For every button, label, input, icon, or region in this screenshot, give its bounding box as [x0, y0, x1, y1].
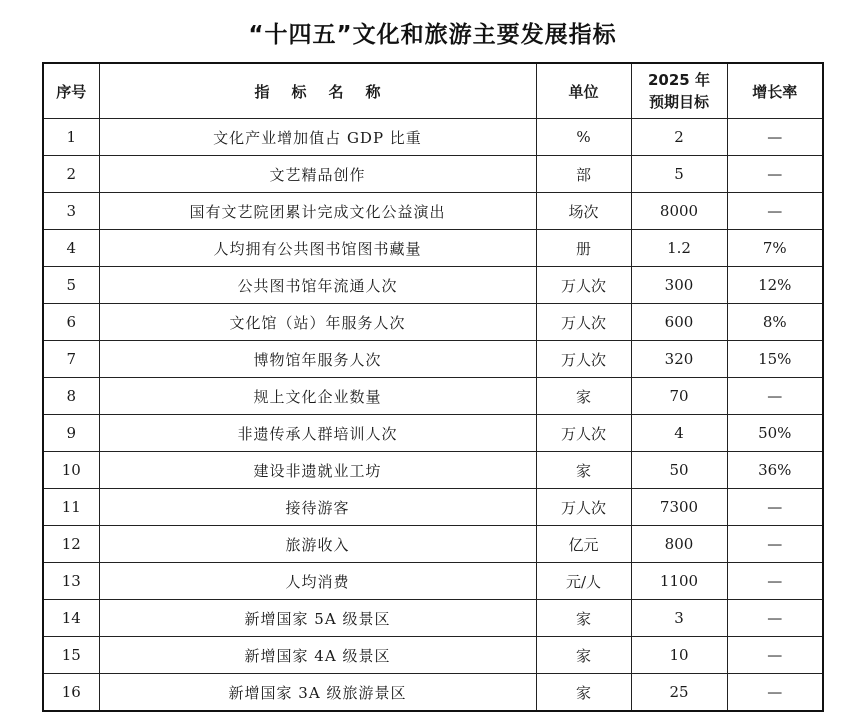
cell-target: 2: [631, 119, 727, 156]
cell-name: 人均拥有公共图书馆图书藏量: [99, 230, 536, 267]
cell-growth: 12%: [727, 267, 823, 304]
cell-unit: 万人次: [536, 304, 631, 341]
cell-name: 文化馆（站）年服务人次: [99, 304, 536, 341]
cell-index: 12: [43, 526, 99, 563]
table-row: [43, 452, 823, 489]
cell-unit: 场次: [536, 193, 631, 230]
cell-unit: 万人次: [536, 341, 631, 378]
table-row: [43, 637, 823, 674]
cell-index: 5: [43, 267, 99, 304]
cell-unit: 万人次: [536, 415, 631, 452]
table-row: [43, 600, 823, 637]
document-title: “十四五”文化和旅游主要发展指标: [248, 22, 617, 48]
cell-name: 接待游客: [99, 489, 536, 526]
cell-name: 公共图书馆年流通人次: [99, 267, 536, 304]
cell-growth: —: [727, 489, 823, 526]
cell-index: 10: [43, 452, 99, 489]
header-target-label: 预期目标: [648, 93, 709, 111]
cell-target: 1100: [631, 563, 727, 600]
cell-target: 800: [631, 526, 727, 563]
cell-growth: 36%: [727, 452, 823, 489]
table-row: [43, 119, 823, 156]
cell-name: 旅游收入: [99, 526, 536, 563]
table-row: [43, 489, 823, 526]
table-row: [43, 267, 823, 304]
cell-growth: —: [727, 674, 823, 712]
header-target-year: 2025 年: [648, 71, 710, 89]
cell-index: 14: [43, 600, 99, 637]
cell-target: 320: [631, 341, 727, 378]
cell-target: 50: [631, 452, 727, 489]
cell-unit: 元/人: [536, 563, 631, 600]
cell-unit: 万人次: [536, 489, 631, 526]
table-body: [43, 119, 823, 712]
cell-growth: —: [727, 119, 823, 156]
cell-target: 600: [631, 304, 727, 341]
cell-name: 新增国家 3A 级旅游景区: [99, 674, 536, 712]
cell-growth: —: [727, 600, 823, 637]
cell-name: 文艺精品创作: [99, 156, 536, 193]
cell-growth: 50%: [727, 415, 823, 452]
cell-growth: —: [727, 193, 823, 230]
cell-unit: %: [536, 119, 631, 156]
cell-index: 7: [43, 341, 99, 378]
table-row: [43, 674, 823, 712]
table-row: [43, 230, 823, 267]
cell-target: 3: [631, 600, 727, 637]
header-target: [631, 63, 727, 119]
cell-index: 8: [43, 378, 99, 415]
header-unit: 单位: [536, 63, 631, 119]
cell-target: 5: [631, 156, 727, 193]
cell-index: 13: [43, 563, 99, 600]
cell-unit: 册: [536, 230, 631, 267]
table-row: [43, 526, 823, 563]
indicator-table: [42, 62, 824, 712]
table-row: [43, 378, 823, 415]
cell-target: 25: [631, 674, 727, 712]
cell-growth: —: [727, 637, 823, 674]
cell-index: 9: [43, 415, 99, 452]
cell-unit: 家: [536, 637, 631, 674]
cell-name: 规上文化企业数量: [99, 378, 536, 415]
cell-unit: 亿元: [536, 526, 631, 563]
cell-growth: —: [727, 563, 823, 600]
cell-name: 新增国家 5A 级景区: [99, 600, 536, 637]
cell-unit: 家: [536, 674, 631, 712]
cell-growth: —: [727, 526, 823, 563]
table-row: [43, 304, 823, 341]
cell-name: 人均消费: [99, 563, 536, 600]
cell-index: 3: [43, 193, 99, 230]
cell-unit: 家: [536, 452, 631, 489]
table-header-row: [43, 63, 823, 119]
cell-target: 8000: [631, 193, 727, 230]
cell-unit: 万人次: [536, 267, 631, 304]
cell-target: 300: [631, 267, 727, 304]
header-name: 指标名称: [99, 63, 536, 119]
cell-index: 1: [43, 119, 99, 156]
table-row: [43, 193, 823, 230]
table-row: [43, 415, 823, 452]
cell-target: 4: [631, 415, 727, 452]
cell-name: 非遗传承人群培训人次: [99, 415, 536, 452]
cell-name: 博物馆年服务人次: [99, 341, 536, 378]
header-index: 序号: [43, 63, 99, 119]
cell-index: 4: [43, 230, 99, 267]
cell-name: 国有文艺院团累计完成文化公益演出: [99, 193, 536, 230]
header-growth: 增长率: [727, 63, 823, 119]
table-row: [43, 156, 823, 193]
table-row: [43, 341, 823, 378]
cell-name: 文化产业增加值占 GDP 比重: [99, 119, 536, 156]
cell-unit: 部: [536, 156, 631, 193]
cell-unit: 家: [536, 600, 631, 637]
cell-growth: 8%: [727, 304, 823, 341]
table-row: [43, 563, 823, 600]
cell-growth: 7%: [727, 230, 823, 267]
cell-growth: 15%: [727, 341, 823, 378]
cell-index: 11: [43, 489, 99, 526]
cell-growth: —: [727, 378, 823, 415]
cell-target: 70: [631, 378, 727, 415]
cell-index: 15: [43, 637, 99, 674]
cell-index: 2: [43, 156, 99, 193]
cell-name: 新增国家 4A 级景区: [99, 637, 536, 674]
cell-index: 16: [43, 674, 99, 712]
cell-name: 建设非遗就业工坊: [99, 452, 536, 489]
cell-target: 10: [631, 637, 727, 674]
cell-target: 7300: [631, 489, 727, 526]
cell-growth: —: [727, 156, 823, 193]
cell-index: 6: [43, 304, 99, 341]
cell-target: 1.2: [631, 230, 727, 267]
cell-unit: 家: [536, 378, 631, 415]
